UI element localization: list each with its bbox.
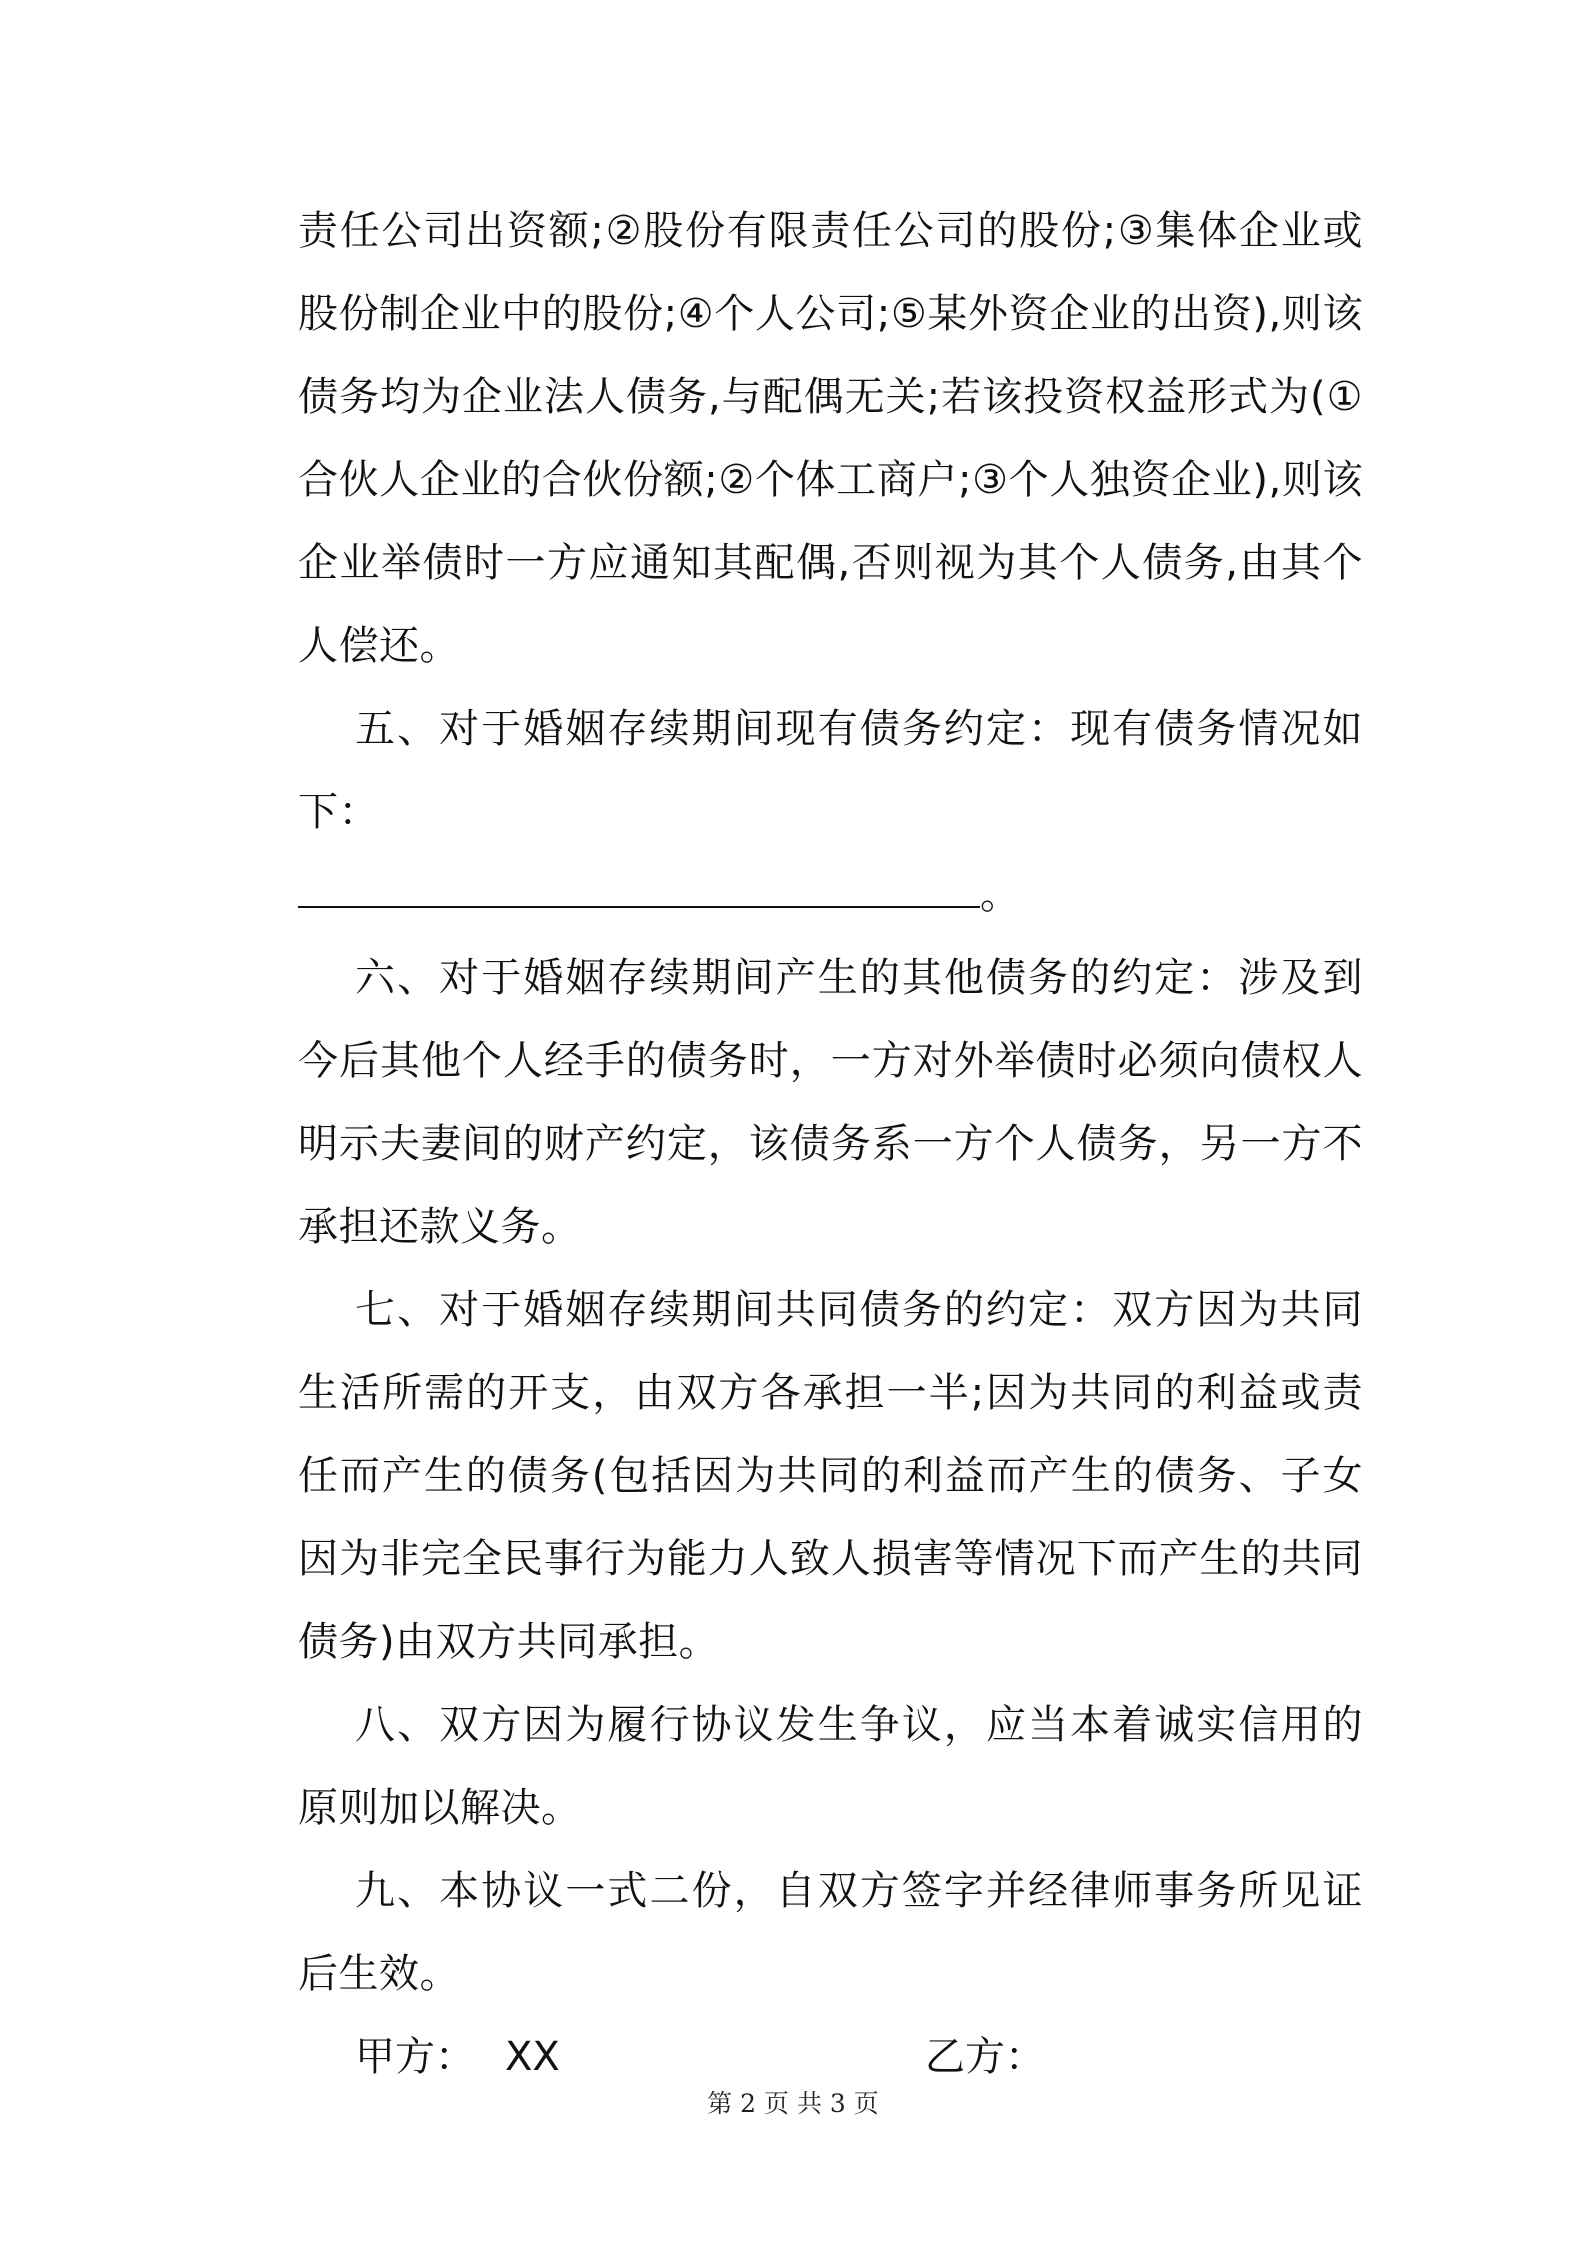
page-number-footer: 第 2 页 共 3 页	[707, 2089, 879, 2118]
paragraph-continuation: 责任公司出资额;②股份有限责任公司的股份;③集体企业或股份制企业中的股份;④个人公司;⑤某外资企业的出资),则该债务均为企业法人债务,与配偶无关;若该投资权益形式为(①合伙人企业的合伙份额;②个体工商户;③个人独资企业),则该企业举债时一方应通知其配偶,否则视为其个人债务,由其个人偿还。	[298, 208, 1363, 669]
party-a-value: XX	[505, 2034, 560, 2080]
paragraph-clause-9: 九、本协议一式二份，自双方签字并经律师事务所见证后生效。	[298, 1868, 1363, 1997]
blank-underline	[298, 876, 980, 908]
document-body	[298, 190, 1363, 2099]
paragraph-clause-7: 七、对于婚姻存续期间共同债务的约定：双方因为共同生活所需的开支，由双方各承担一半;因为共同的利益或责任而产生的债务(包括因为共同的利益而产生的债务、子女因为非完全民事行为能力人致人损害等情况下而产生的共同债务)由双方共同承担。	[298, 1287, 1363, 1665]
party-a-label: 甲方：	[355, 2034, 475, 2080]
party-b-label: 乙方：	[925, 2034, 1045, 2080]
paragraph-clause-5: 五、对于婚姻存续期间现有债务约定：现有债务情况如下：	[298, 706, 1363, 835]
blank-fill-line	[298, 854, 1363, 937]
paragraph-clause-6: 六、对于婚姻存续期间产生的其他债务的约定：涉及到今后其他个人经手的债务时，一方对外举债时必须向债权人明示夫妻间的财产约定，该债务系一方个人债务，另一方不承担还款义务。	[298, 955, 1363, 1250]
blank-line-end: 。	[980, 872, 1020, 918]
paragraph-clause-8: 八、双方因为履行协议发生争议，应当本着诚实信用的原则加以解决。	[298, 1702, 1363, 1831]
